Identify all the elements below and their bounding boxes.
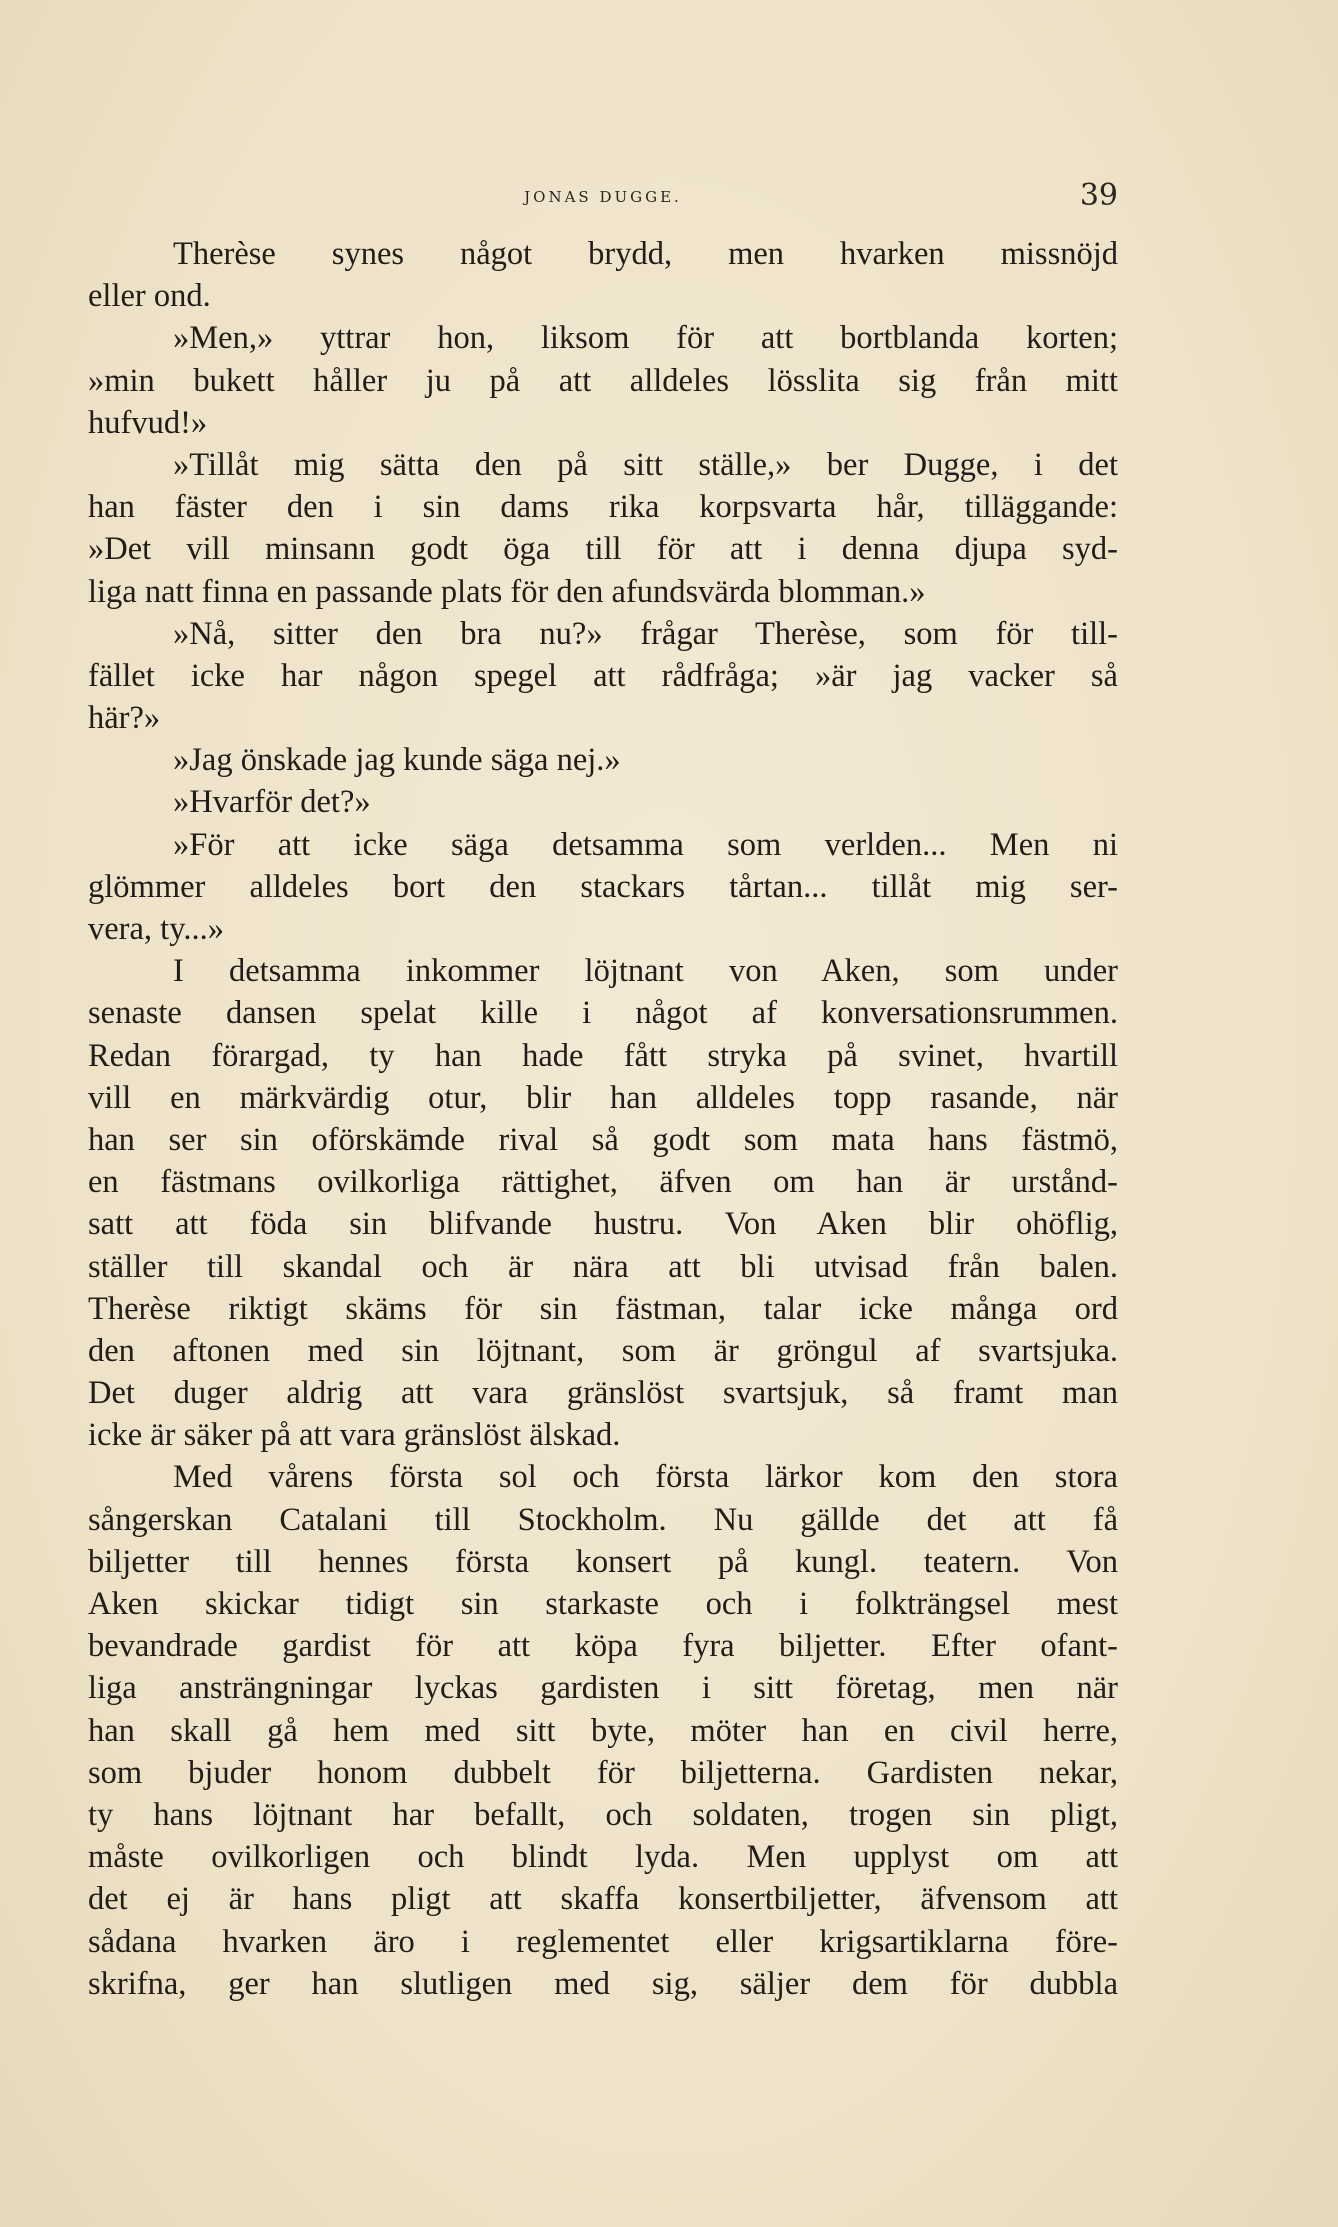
body-text	[88, 233, 1118, 2005]
text-line: måste ovilkorligen och blindt lyda. Men upplyst om att	[88, 1839, 1118, 1876]
text-line: glömmer alldeles bort den stackars tårtan... tillåt mig ser-	[88, 868, 1118, 905]
text-line: ställer till skandal och är nära att bli utvisad från balen.	[88, 1248, 1118, 1285]
text-line: han skall gå hem med sitt byte, möter han en civil herre,	[88, 1712, 1118, 1749]
text-line: Redan förargad, ty han hade fått stryka på svinet, hvartill	[88, 1037, 1118, 1074]
text-line: satt att föda sin blifvande hustru. Von Aken blir ohöflig,	[88, 1206, 1118, 1243]
text-line: »Jag önskade jag kunde säga nej.»	[173, 742, 621, 779]
text-line: sådana hvarken äro i reglementet eller krigsartiklarna före-	[88, 1923, 1118, 1960]
text-line: Therèse riktigt skäms för sin fästman, talar icke många ord	[88, 1290, 1118, 1327]
text-line: ty hans löjtnant har befallt, och soldaten, trogen sin pligt,	[88, 1796, 1118, 1833]
text-line: liga natt finna en passande plats för den afundsvärda blomman.»	[88, 573, 926, 610]
text-line: eller ond.	[88, 278, 211, 315]
text-line: sångerskan Catalani till Stockholm. Nu gällde det att få	[88, 1501, 1118, 1538]
text-line: den aftonen med sin löjtnant, som är gröngul af svartsjuka.	[88, 1332, 1118, 1369]
text-line: »Men,» yttrar hon, liksom för att bortblanda korten;	[173, 320, 1118, 357]
text-line: hufvud!»	[88, 404, 208, 441]
text-line: »Det vill minsann godt öga till för att i denna djupa syd-	[88, 531, 1118, 568]
text-line: »min bukett håller ju på att alldeles lösslita sig från mitt	[88, 362, 1118, 399]
text-line: Det duger aldrig att vara gränslöst svartsjuk, så framt man	[88, 1375, 1118, 1412]
text-line: Therèse synes något brydd, men hvarken missnöjd	[173, 236, 1118, 272]
text-line: en fästmans ovilkorliga rättighet, äfven om han är urstånd-	[88, 1164, 1118, 1201]
text-line: som bjuder honom dubbelt för biljetterna. Gardisten nekar,	[88, 1754, 1118, 1791]
text-line: fället icke har någon spegel att rådfråga; »är jag vacker så	[88, 657, 1118, 694]
text-line: »Hvarför det?»	[173, 784, 371, 821]
text-line: liga ansträngningar lyckas gardisten i sitt företag, men när	[88, 1670, 1118, 1707]
text-line: biljetter till hennes första konsert på kungl. teatern. Von	[88, 1543, 1118, 1580]
text-line: skrifna, ger han slutligen med sig, säljer dem för dubbla	[88, 1965, 1118, 2002]
text-line: vera, ty...»	[88, 911, 224, 947]
page-number: 39	[1079, 178, 1118, 213]
text-line: vill en märkvärdig otur, blir han alldeles topp rasande, när	[88, 1079, 1118, 1116]
text-line: här?»	[88, 700, 161, 737]
text-line: han ser sin oförskämde rival så godt som mata hans fästmö,	[88, 1121, 1118, 1158]
text-line: bevandrade gardist för att köpa fyra biljetter. Efter ofant-	[88, 1628, 1118, 1665]
text-line: Aken skickar tidigt sin starkaste och i folkträngsel mest	[88, 1586, 1118, 1622]
text-line: det ej är hans pligt att skaffa konsertbiljetter, äfvensom att	[88, 1881, 1118, 1918]
text-line: Med vårens första sol och första lärkor kom den stora	[173, 1459, 1118, 1496]
text-line: »Tillåt mig sätta den på sitt ställe,» ber Dugge, i det	[173, 446, 1118, 483]
text-line: I detsamma inkommer löjtnant von Aken, som under	[173, 953, 1118, 990]
running-head	[88, 178, 1118, 218]
text-line: »För att icke säga detsamma som verlden... Men ni	[173, 826, 1118, 863]
text-line: »Nå, sitter den bra nu?» frågar Therèse, som för till-	[173, 615, 1118, 652]
text-line: han fäster den i sin dams rika korpsvarta hår, tilläggande:	[88, 489, 1118, 526]
running-title: JONAS DUGGE.	[524, 188, 682, 206]
text-line: senaste dansen spelat kille i något af konversationsrummen.	[88, 995, 1118, 1032]
text-line: icke är säker på att vara gränslöst älskad.	[88, 1417, 621, 1454]
